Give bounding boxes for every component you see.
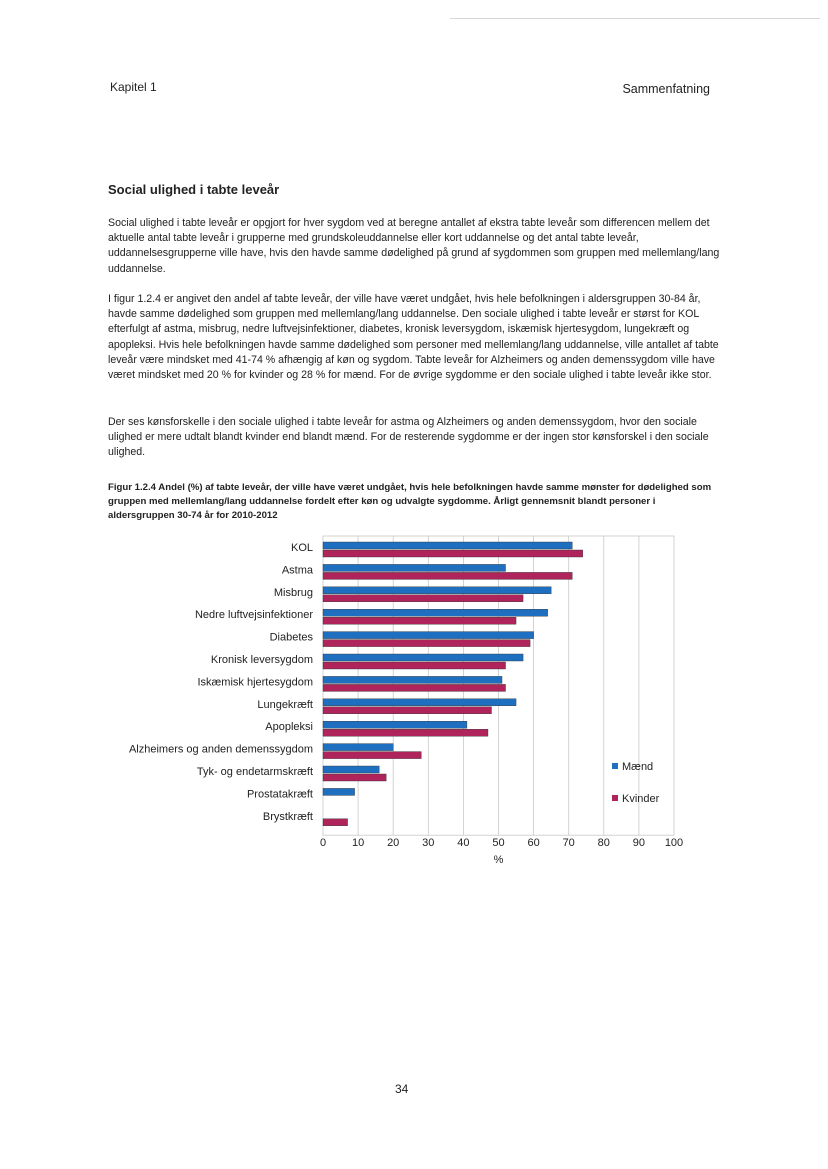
category-label: Brystkræft — [262, 810, 313, 823]
bar-maend — [323, 721, 467, 728]
bar-kvinder — [323, 774, 386, 781]
bar-maend — [323, 766, 379, 773]
bar-kvinder — [323, 662, 506, 669]
section-label: Sammenfatning — [622, 82, 710, 96]
paragraph-2: I figur 1.2.4 er angivet den andel af tabte leveår, der ville have været undgået, hvis hele befolkningen i aldersgruppen 30-84 år, havde samme dødelighed som gruppen med mellemlang/lang uddannelse. Den sociale ulighed i tabte leveår er størst for KOL efterfulgt af astma, misbrug, nedre luftvejsinfektioner, diabetes, kronisk leversygdom, iskæmisk hjertesygdom, lungekræft og apopleksi. Hvis hele befolkningen havde samme dødelighed som personer med mellemlang/lang uddannelse, ville antallet af tabte leveår være mindsket med 41-74 % afhængig af køn og sygdom. Tabte leveår for Alzheimers og anden demenssygdom ville have været mindsket med 20 % for kvinder og 28 % for mænd. For de øvrige sygdomme er den sociale ulighed i tabte leveår ikke stor. — [108, 293, 719, 382]
bar-maend — [323, 564, 506, 571]
category-label: Prostatakræft — [246, 788, 313, 801]
bar-kvinder — [323, 752, 421, 759]
bar-maend — [323, 542, 572, 549]
x-tick-label: 40 — [457, 837, 470, 850]
x-tick-label: 90 — [632, 837, 646, 850]
chapter-label: Kapitel 1 — [110, 80, 157, 94]
bar-maend — [323, 587, 551, 594]
bar-kvinder — [323, 550, 583, 557]
bar-maend — [323, 699, 516, 706]
x-tick-label: 20 — [387, 837, 400, 850]
x-tick-label: 80 — [597, 837, 610, 850]
category-label: Astma — [281, 564, 313, 577]
bar-kvinder — [323, 729, 488, 736]
category-label: Diabetes — [269, 631, 313, 644]
legend-label-kvinder: Kvinder — [622, 793, 660, 805]
bar-maend — [323, 609, 548, 616]
page-number: 34 — [395, 1082, 409, 1096]
legend-swatch-maend — [612, 763, 618, 769]
legend-label-maend: Mænd — [622, 761, 654, 773]
x-tick-label: 30 — [422, 837, 435, 850]
legend-swatch-kvinder — [612, 795, 618, 801]
category-label: Tyk- og endetarmskræft — [196, 766, 313, 778]
x-tick-label: 0 — [319, 837, 327, 850]
category-label: Apopleksi — [265, 721, 313, 734]
bar-kvinder — [323, 595, 523, 602]
paragraph-3: Der ses kønsforskelle i den sociale ulighed i tabte leveår for astma og Alzheimers og anden demenssygdom, hvor den sociale ulighed er mere udtalt blandt kvinder end blandt mænd. For de resterende sygdomme er der ingen stor kønsforskel i den sociale ulighed. — [108, 416, 709, 459]
x-tick-label: 100 — [664, 837, 684, 850]
category-label: Misbrug — [273, 586, 313, 599]
x-tick-label: 60 — [527, 837, 540, 850]
category-label: KOL — [290, 542, 313, 554]
bar-maend — [323, 676, 502, 683]
category-label: Kronisk leversygdom — [210, 654, 313, 666]
bar-maend — [323, 788, 355, 795]
bar-kvinder — [323, 684, 506, 691]
x-tick-label: 70 — [562, 837, 575, 850]
figure-caption: Figur 1.2.4 Andel (%) af tabte leveår, der ville have været undgået, hvis hele befolkningen havde samme mønster for dødelighed som gruppen med mellemlang/lang uddannelse fordelt efter køn og udvalgte sygdomme. Årligt gennemsnit blandt personer i aldersgruppen 30-74 år for 2010-2012 — [108, 482, 712, 521]
category-label: Lungekræft — [257, 698, 313, 711]
category-label: Nedre luftvejsinfektioner — [194, 609, 313, 622]
x-tick-label: 10 — [351, 837, 365, 850]
section-title: Social ulighed i tabte leveår — [108, 182, 280, 197]
bar-kvinder — [323, 640, 530, 647]
bar-kvinder — [323, 707, 491, 714]
category-label: Alzheimers og anden demenssygdom — [128, 743, 313, 756]
bar-kvinder — [323, 572, 572, 579]
bar-maend — [323, 632, 534, 639]
bar-maend — [323, 654, 523, 661]
x-tick-label: 50 — [492, 837, 505, 850]
bar-kvinder — [323, 617, 516, 624]
paragraph-1: Social ulighed i tabte leveår er opgjort for hver sygdom ved at beregne antallet af ekstra tabte leveår som differencen mellem det aktuelle antal tabte leveår i grupperne med grundskoleuddannelse eller kort uddannelse og det antal tabte leveår, uddannelsesgrupperne ville have, hvis den havde samme dødelighed på grund af sygdommen som gruppen med mellemlang/lang uddannelse. — [108, 217, 720, 275]
bar-kvinder — [323, 819, 348, 826]
category-label: Iskæmisk hjertesygdom — [197, 676, 313, 689]
x-axis-label: % — [493, 854, 504, 867]
bar-maend — [323, 744, 393, 751]
